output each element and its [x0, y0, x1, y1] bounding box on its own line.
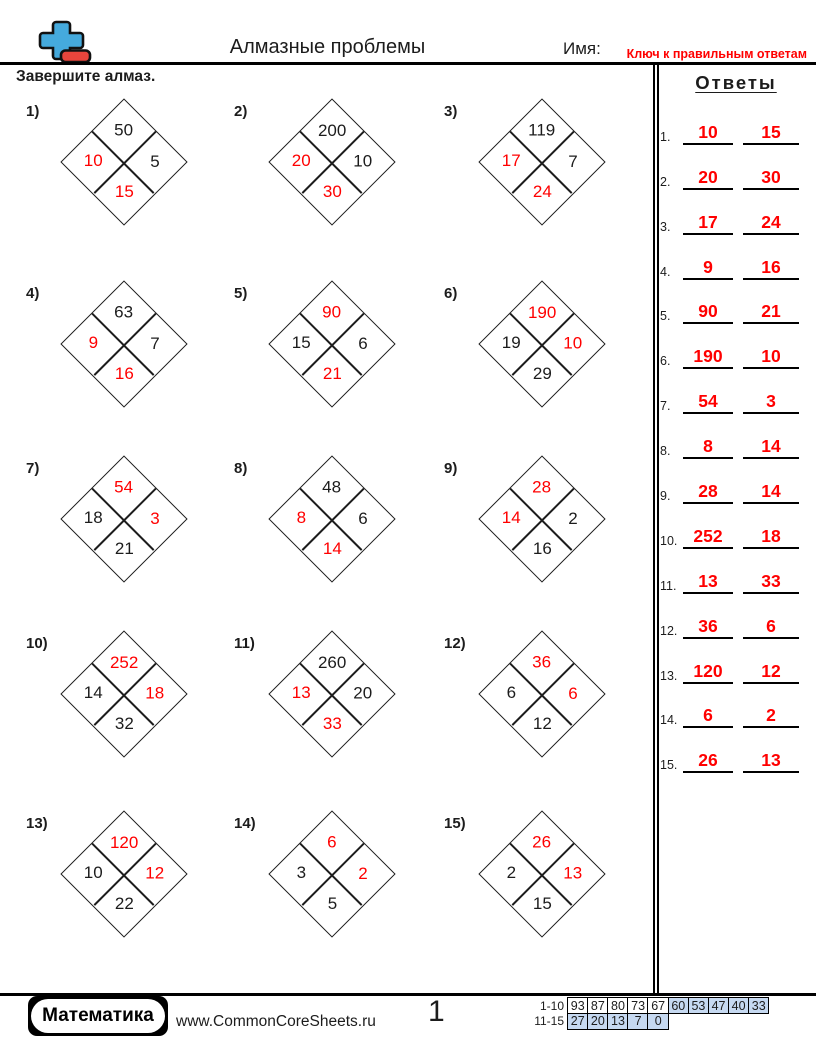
diamond-value-top: 120	[109, 832, 139, 852]
answer-value: 13	[698, 570, 718, 591]
diamond-value-right: 3	[150, 508, 160, 528]
answer-row	[660, 684, 812, 729]
diamond-value-right: 7	[568, 151, 578, 171]
diamond	[60, 98, 187, 225]
diamond-value-bottom: 30	[322, 182, 342, 202]
answer-blank	[683, 751, 733, 773]
diamond-value-right: 12	[145, 863, 165, 883]
diamond-value-bottom: 15	[114, 182, 134, 202]
diamond-value-left: 8	[296, 508, 306, 528]
diamond	[268, 98, 395, 225]
diamond-value-left: 13	[291, 683, 311, 703]
score-cell: 67	[647, 997, 669, 1014]
answers-panel	[660, 72, 812, 773]
website-url: www.CommonCoreSheets.ru	[176, 1013, 376, 1030]
answer-row	[660, 639, 812, 684]
diamond	[268, 455, 395, 582]
answer-row	[660, 280, 812, 325]
diamond	[60, 455, 187, 582]
diamond-value-left: 15	[291, 333, 311, 353]
answer-blank	[743, 213, 799, 235]
problem-number: 15)	[444, 815, 466, 832]
answer-value: 6	[703, 705, 713, 726]
page-title: Алмазные проблемы	[229, 36, 426, 58]
problem	[444, 631, 654, 809]
answer-row	[660, 728, 812, 773]
answer-blank	[683, 302, 733, 324]
problem	[234, 281, 444, 459]
diamond-value-right: 6	[568, 683, 578, 703]
diamond	[268, 280, 395, 407]
answer-row	[660, 414, 812, 459]
answer-blank	[683, 617, 733, 639]
instruction-text: Завершите алмаз.	[16, 68, 156, 85]
problem-number: 5)	[234, 285, 248, 302]
answer-value: 90	[698, 301, 718, 322]
answer-value: 14	[761, 481, 781, 502]
answer-value: 36	[698, 615, 718, 636]
problem-number: 4)	[26, 285, 40, 302]
problem	[444, 811, 654, 989]
diamond-value-left: 20	[291, 151, 311, 171]
score-cell: 60	[668, 997, 690, 1014]
diamond-value-bottom: 22	[114, 894, 134, 914]
problem-number: 12)	[444, 635, 466, 652]
diamond-value-top: 260	[317, 652, 347, 672]
answer-blank	[743, 617, 799, 639]
problem	[234, 631, 444, 809]
diamond	[478, 280, 605, 407]
score-row	[524, 1013, 769, 1030]
score-cell: 80	[607, 997, 629, 1014]
answer-value: 33	[761, 570, 781, 591]
diamond-value-right: 6	[358, 508, 368, 528]
answer-blank	[683, 392, 733, 414]
answer-row	[660, 190, 812, 235]
answer-row	[660, 459, 812, 504]
answer-blank	[683, 168, 733, 190]
answer-value: 30	[761, 166, 781, 187]
problem-number: 11)	[234, 635, 255, 652]
answer-value: 2	[766, 705, 776, 726]
answer-blank	[743, 751, 799, 773]
score-cells	[567, 997, 769, 1014]
problem	[26, 456, 236, 634]
diamond-value-top: 26	[532, 832, 552, 852]
diamond-value-top: 63	[114, 302, 134, 322]
answer-value: 12	[761, 660, 781, 681]
answer-blank	[743, 302, 799, 324]
problem	[234, 811, 444, 989]
diamond-value-top: 6	[327, 832, 337, 852]
answer-value: 120	[693, 660, 723, 681]
problem-number: 1)	[26, 103, 40, 120]
answer-value: 14	[761, 436, 781, 457]
diamond-value-bottom: 24	[532, 182, 552, 202]
diamond-value-left: 10	[83, 151, 103, 171]
diamond-value-left: 14	[83, 683, 103, 703]
diamond-value-top: 54	[114, 477, 134, 497]
brand-logo	[28, 996, 168, 1036]
diamond-value-bottom: 5	[327, 894, 337, 914]
score-cell: 47	[708, 997, 730, 1014]
diamond-value-right: 10	[353, 151, 373, 171]
diamond-value-top: 119	[528, 120, 556, 140]
answer-value: 15	[761, 121, 781, 142]
diamond-value-bottom: 12	[532, 714, 552, 734]
score-row	[524, 997, 769, 1014]
answer-value: 26	[698, 750, 718, 771]
answer-row-number: 9.	[660, 489, 671, 504]
diamond-value-top: 190	[527, 302, 557, 322]
diamond	[478, 98, 605, 225]
diamond-value-left: 14	[501, 508, 521, 528]
problem-number: 6)	[444, 285, 458, 302]
answer-row-number: 5.	[660, 309, 671, 324]
answer-blank	[743, 123, 799, 145]
answer-row-number: 12.	[660, 623, 678, 638]
problem-number: 2)	[234, 103, 248, 120]
diamond-value-bottom: 33	[322, 714, 342, 734]
diamond-value-right: 2	[358, 863, 368, 883]
answer-blank	[683, 437, 733, 459]
diamond-value-left: 10	[83, 863, 103, 883]
diamond-value-bottom: 15	[532, 894, 552, 914]
diamond-value-top: 50	[114, 120, 134, 140]
answer-blank	[743, 482, 799, 504]
diamond	[478, 810, 605, 937]
answer-value: 54	[698, 391, 718, 412]
problem	[26, 281, 236, 459]
problem-number: 14)	[234, 815, 256, 832]
diamond	[60, 810, 187, 937]
problem-number: 7)	[26, 460, 40, 477]
score-cell: 27	[567, 1013, 589, 1030]
answer-row	[660, 369, 812, 414]
diamond-value-left: 3	[296, 863, 306, 883]
answer-value: 8	[703, 436, 713, 457]
score-cell: 0	[647, 1013, 669, 1030]
diamond-value-left: 9	[88, 333, 98, 353]
diamond-value-top: 48	[322, 477, 342, 497]
answer-blank	[743, 662, 799, 684]
answer-row-number: 11.	[660, 578, 677, 593]
diamond-value-bottom: 32	[114, 714, 134, 734]
answer-row-number: 7.	[660, 399, 671, 414]
diamond	[478, 455, 605, 582]
score-table	[524, 997, 769, 1030]
answer-row	[660, 324, 812, 369]
answer-row	[660, 235, 812, 280]
answer-blank	[683, 213, 733, 235]
answer-row-number: 14.	[660, 713, 678, 728]
score-cell: 53	[688, 997, 710, 1014]
diamond-value-top: 90	[322, 302, 342, 322]
diamond-value-top: 36	[532, 652, 552, 672]
diamond-value-left: 6	[506, 683, 516, 703]
diamond	[60, 280, 187, 407]
answer-value: 9	[703, 256, 713, 277]
answer-row-number: 6.	[660, 354, 671, 369]
diamond-value-bottom: 21	[114, 539, 134, 559]
problem	[234, 456, 444, 634]
answer-row-number: 1.	[660, 129, 671, 144]
problem-number: 10)	[26, 635, 48, 652]
problem-number: 8)	[234, 460, 248, 477]
answer-blank	[683, 527, 733, 549]
score-cell: 13	[607, 1013, 629, 1030]
score-row-label: 11-15	[534, 1014, 564, 1029]
answer-value: 16	[761, 256, 781, 277]
header-rule	[0, 62, 816, 65]
diamond-value-left: 18	[83, 508, 103, 528]
page-number: 1	[428, 995, 445, 1028]
answers-list	[660, 100, 812, 773]
answer-value: 13	[761, 750, 781, 771]
answer-value: 17	[698, 211, 718, 232]
answer-blank	[743, 258, 799, 280]
answer-value: 18	[761, 525, 781, 546]
diamond-value-bottom: 21	[322, 364, 342, 384]
answer-value: 24	[761, 211, 781, 232]
diamond-value-right: 10	[563, 333, 583, 353]
score-cell: 33	[748, 997, 770, 1014]
score-cell: 40	[728, 997, 750, 1014]
answer-blank	[743, 437, 799, 459]
diamond	[60, 630, 187, 757]
answer-row-number: 2.	[660, 174, 671, 189]
answer-blank	[683, 706, 733, 728]
answer-row	[660, 504, 812, 549]
problem	[444, 281, 654, 459]
diamond-value-right: 20	[353, 683, 373, 703]
problem	[26, 99, 236, 277]
answer-value: 252	[693, 525, 723, 546]
answer-blank	[743, 572, 799, 594]
problem	[26, 811, 236, 989]
answer-blank	[683, 123, 733, 145]
answer-value: 10	[698, 121, 718, 142]
answer-blank	[743, 168, 799, 190]
score-cell: 7	[627, 1013, 649, 1030]
problem-number: 3)	[444, 103, 458, 120]
answer-blank	[683, 662, 733, 684]
answer-row-number: 10.	[660, 533, 678, 548]
answer-row-number: 13.	[660, 668, 678, 683]
diamond-value-left: 17	[501, 151, 521, 171]
answers-title: Ответы	[695, 72, 777, 93]
diamond-value-bottom: 16	[114, 364, 134, 384]
diamond-value-right: 6	[358, 333, 368, 353]
diamond-value-bottom: 14	[322, 539, 342, 559]
problem-number: 9)	[444, 460, 458, 477]
answer-blank	[743, 392, 799, 414]
brand-logo-text: Математика	[31, 999, 165, 1033]
answer-blank	[683, 258, 733, 280]
problem	[234, 99, 444, 277]
diamond	[268, 630, 395, 757]
answer-value: 21	[761, 301, 781, 322]
problem	[26, 631, 236, 809]
diamond-value-left: 19	[501, 333, 521, 353]
answer-blank	[743, 706, 799, 728]
diamond-value-top: 200	[317, 120, 347, 140]
diamond-value-top: 28	[532, 477, 552, 497]
answer-blank	[743, 527, 799, 549]
answer-blank	[683, 572, 733, 594]
answer-row-number: 4.	[660, 264, 671, 279]
diamond	[268, 810, 395, 937]
diamond	[478, 630, 605, 757]
answer-row	[660, 594, 812, 639]
answer-row	[660, 145, 812, 190]
answer-blank	[683, 482, 733, 504]
score-cell: 93	[567, 997, 589, 1014]
diamond-value-top: 252	[109, 652, 139, 672]
diamond-value-left: 2	[506, 863, 516, 883]
answer-row-number: 15.	[660, 758, 678, 773]
answer-value: 6	[766, 615, 776, 636]
answer-value: 20	[698, 166, 718, 187]
answer-value: 190	[693, 346, 723, 367]
diamond-value-right: 7	[150, 333, 160, 353]
answer-value: 28	[698, 481, 718, 502]
diamond-value-right: 5	[150, 151, 160, 171]
diamond-value-right: 2	[568, 508, 578, 528]
answer-value: 3	[766, 391, 776, 412]
score-cell: 87	[587, 997, 609, 1014]
score-cells	[567, 1013, 669, 1030]
answer-blank	[743, 347, 799, 369]
answer-value: 10	[761, 346, 781, 367]
problem	[444, 456, 654, 634]
problem	[444, 99, 654, 277]
diamond-value-bottom: 16	[532, 539, 552, 559]
answer-key-label: Ключ к правильным ответам	[626, 47, 807, 61]
score-cell: 20	[587, 1013, 609, 1030]
answer-row	[660, 100, 812, 145]
answer-row-number: 3.	[660, 219, 671, 234]
diamond-value-right: 13	[563, 863, 583, 883]
problem-number: 13)	[26, 815, 48, 832]
answer-row-number: 8.	[660, 444, 671, 459]
name-label: Имя:	[563, 39, 601, 58]
diamond-value-bottom: 29	[532, 364, 552, 384]
score-cell: 73	[627, 997, 649, 1014]
diamond-value-right: 18	[145, 683, 165, 703]
answer-row	[660, 549, 812, 594]
score-row-label: 1-10	[539, 998, 564, 1013]
answer-blank	[683, 347, 733, 369]
